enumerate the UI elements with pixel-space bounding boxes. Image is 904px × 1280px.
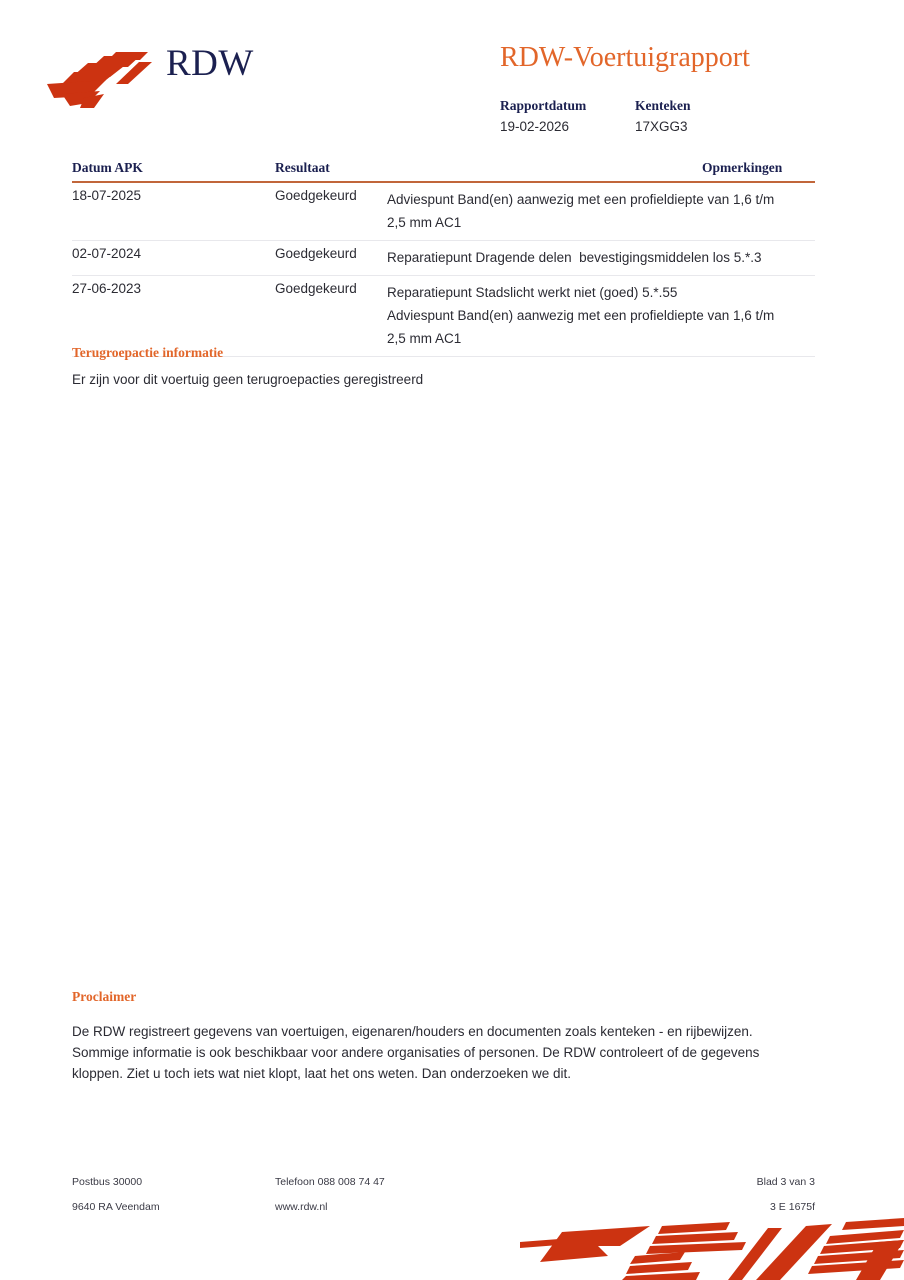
- recall-section-title: Terugroepactie informatie: [72, 345, 224, 360]
- table-row: [72, 183, 815, 241]
- apk-history-table: [72, 160, 815, 357]
- remark-line: Reparatiepunt Stadslicht werkt niet (goed) 5.*.55: [387, 285, 678, 300]
- table-row: [72, 241, 815, 276]
- proclaimer-title: Proclaimer: [72, 989, 137, 1004]
- proclaimer-line: kloppen. Ziet u toch iets wat niet klopt, laat het ons weten. Dan onderzoeken we dit.: [72, 1066, 572, 1081]
- cell-result: Goedgekeurd: [275, 188, 357, 203]
- rdw-feather-decoration-icon: [480, 1212, 904, 1280]
- footer-page-number: Blad 3 van 3: [756, 1176, 815, 1188]
- report-date-label: Rapportdatum: [500, 98, 587, 113]
- column-header-remarks: Opmerkingen: [702, 160, 783, 175]
- remark-line: 2,5 mm AC1: [387, 215, 462, 230]
- footer-address: [72, 1170, 160, 1220]
- rdw-feather-icon: [44, 50, 164, 110]
- proclaimer-body: [72, 1021, 815, 1084]
- table-header-row: [72, 160, 815, 183]
- column-header-result: Resultaat: [275, 160, 330, 175]
- recall-section-body: Er zijn voor dit voertuig geen terugroepacties geregistreerd: [72, 372, 424, 387]
- page-title: RDW-Voertuigrapport: [500, 42, 750, 73]
- license-plate-label: Kenteken: [635, 98, 691, 113]
- cell-result: Goedgekeurd: [275, 246, 357, 261]
- remark-line: 2,5 mm AC1: [387, 331, 462, 346]
- footer-phone: Telefoon 088 008 74 47: [275, 1176, 385, 1188]
- cell-remarks: [387, 281, 815, 350]
- remark-line: Adviespunt Band(en) aanwezig met een profieldiepte van 1,6 t/m: [387, 192, 775, 207]
- recall-information-section: [72, 345, 815, 390]
- footer-form-code: 3 E 1675f: [770, 1201, 815, 1213]
- column-header-date: Datum APK: [72, 160, 143, 175]
- meta-report-date: [500, 97, 635, 137]
- proclaimer-line: De RDW registreert gegevens van voertuigen, eigenaren/houders en documenten zoals kenteken - en rijbewijzen.: [72, 1024, 753, 1039]
- footer-website-link[interactable]: www.rdw.nl: [275, 1201, 328, 1213]
- report-meta: [500, 97, 860, 137]
- rdw-logo: [44, 30, 304, 120]
- cell-date: 27-06-2023: [72, 281, 142, 296]
- remark-line: Reparatiepunt Dragende delen bevestigingsmiddelen los 5.*.3: [387, 250, 762, 265]
- proclaimer-section: [72, 989, 815, 1084]
- cell-remarks: [387, 188, 815, 234]
- rdw-wordmark: RDW: [166, 43, 254, 84]
- footer-contact: [275, 1170, 385, 1220]
- cell-result: Goedgekeurd: [275, 281, 357, 296]
- report-date-value: 19-02-2026: [500, 119, 570, 134]
- proclaimer-line: Sommige informatie is ook beschikbaar voor andere organisaties of personen. De RDW controleert of de gegevens: [72, 1045, 760, 1060]
- cell-date: 02-07-2024: [72, 246, 142, 261]
- license-plate-value: 17XGG3: [635, 119, 688, 134]
- cell-remarks: [387, 246, 815, 269]
- footer-address-line: 9640 RA Veendam: [72, 1201, 160, 1213]
- meta-license-plate: [635, 97, 691, 137]
- cell-date: 18-07-2025: [72, 188, 142, 203]
- footer-address-line: Postbus 30000: [72, 1176, 143, 1188]
- document-header: [0, 0, 904, 150]
- remark-line: Adviespunt Band(en) aanwezig met een profieldiepte van 1,6 t/m: [387, 308, 775, 323]
